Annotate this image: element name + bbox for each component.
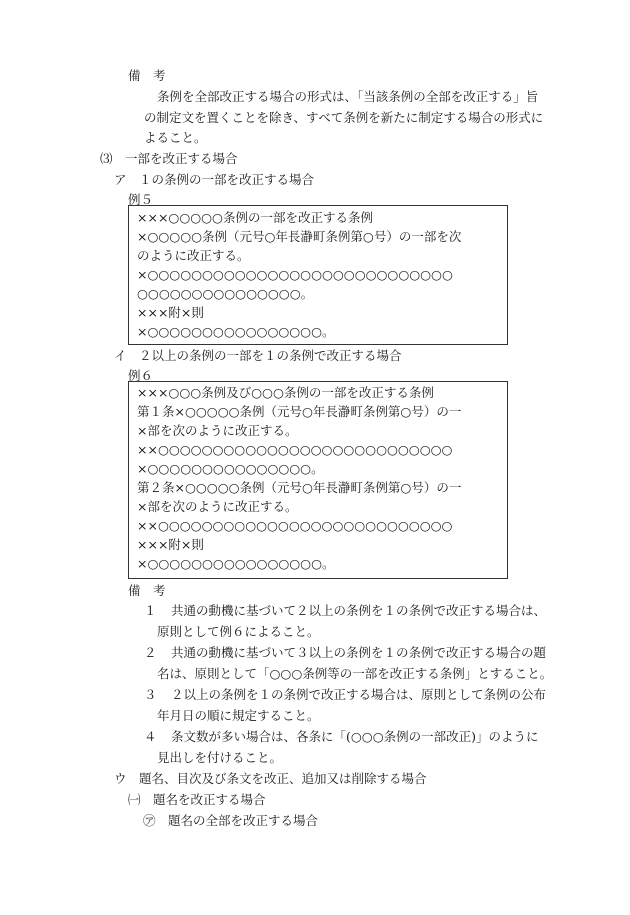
biko2-heading: 備 考 [128,583,166,598]
biko-text-line-2: の制定文を置くことを除き、すべて条例を新たに制定する場合の形式に [144,110,544,125]
example-6-line-5: ×○○○○○○○○○○○○○○○。 [137,461,324,476]
example-6-line-9: ×××附×則 [137,537,204,552]
biko-text-line-1: 条例を全部改正する場合の形式は、「当該条例の全部を改正する」旨 [157,89,539,104]
example-5-line-2: ×○○○○○条例（元号○年長瀞町条例第○号）の一部を次 [137,229,462,244]
example-6-line-2: 第１条×○○○○○条例（元号○年長瀞町条例第○号）の一 [137,404,462,419]
section-3-heading: ⑶ 一部を改正する場合 [100,151,238,166]
biko2-item-4-num: ４ [144,729,157,744]
example-6-line-4: ××○○○○○○○○○○○○○○○○○○○○○○○○○○○ [137,442,453,457]
example-6-line-6: 第２条×○○○○○条例（元号○年長瀞町条例第○号）の一 [137,480,462,495]
example-5-line-3: のように改正する。 [137,248,250,263]
biko2-item-1-line-1: 共通の動機に基づいて２以上の条例を１の条例で改正する場合は、 [171,603,547,618]
example-5-label: 例５ [128,192,154,207]
biko2-item-4-line-2: 見出しを付けること。 [157,750,283,765]
biko-text-line-3: よること。 [144,130,207,145]
example-5-box [128,205,508,345]
section-i-heading: イ ２以上の条例の一部を１の条例で改正する場合 [114,348,402,363]
example-6-line-8: ××○○○○○○○○○○○○○○○○○○○○○○○○○○○ [137,518,453,533]
example-5-line-6: ×××附×則 [137,305,204,320]
biko2-item-1-line-2: 原則として例６によること。 [157,624,320,639]
section-u-sub-2: ㋐ 題名の全部を改正する場合 [143,813,319,828]
biko2-item-1-num: １ [144,603,157,618]
section-a-heading: ア １の条例の一部を改正する場合 [114,172,315,187]
example-5-line-1: ×××○○○○○条例の一部を改正する条例 [137,210,373,225]
example-6-line-3: ×部を次のように改正する。 [137,423,298,438]
example-6-line-1: ×××○○○条例及び○○○条例の一部を改正する条例 [137,385,434,400]
example-6-line-10: ×○○○○○○○○○○○○○○○○。 [137,556,335,571]
example-5-line-4: ×○○○○○○○○○○○○○○○○○○○○○○○○○○○○ [137,267,453,282]
biko2-item-3-num: ３ [144,687,157,702]
example-6-line-7: ×部を次のように改正する。 [137,499,298,514]
example-6-box [128,381,508,579]
example-5-line-5: ○○○○○○○○○○○○○○○。 [137,286,314,301]
example-6-label: 例６ [128,368,154,383]
biko2-item-4-line-1: 条文数が多い場合は、各条に「(○○○条例の一部改正)」のように [171,729,539,744]
biko2-item-3-line-1: ２以上の条例を１の条例で改正する場合は、原則として条例の公布 [171,687,547,702]
biko2-item-3-line-2: 年月日の順に規定すること。 [157,708,320,723]
biko2-item-2-line-2: 名は、原則として「○○○条例等の一部を改正する条例」とすること。 [157,666,553,681]
section-u-heading: ウ 題名、目次及び条文を改正、追加又は削除する場合 [114,771,427,786]
biko2-item-2-num: ２ [144,645,157,660]
biko-heading: 備 考 [128,68,166,83]
example-5-line-7: ×○○○○○○○○○○○○○○○○。 [137,324,335,339]
biko2-item-2-line-1: 共通の動機に基づいて３以上の条例を１の条例で改正する場合の題 [171,645,547,660]
section-u-sub-1: ㈠ 題名を改正する場合 [128,792,266,807]
